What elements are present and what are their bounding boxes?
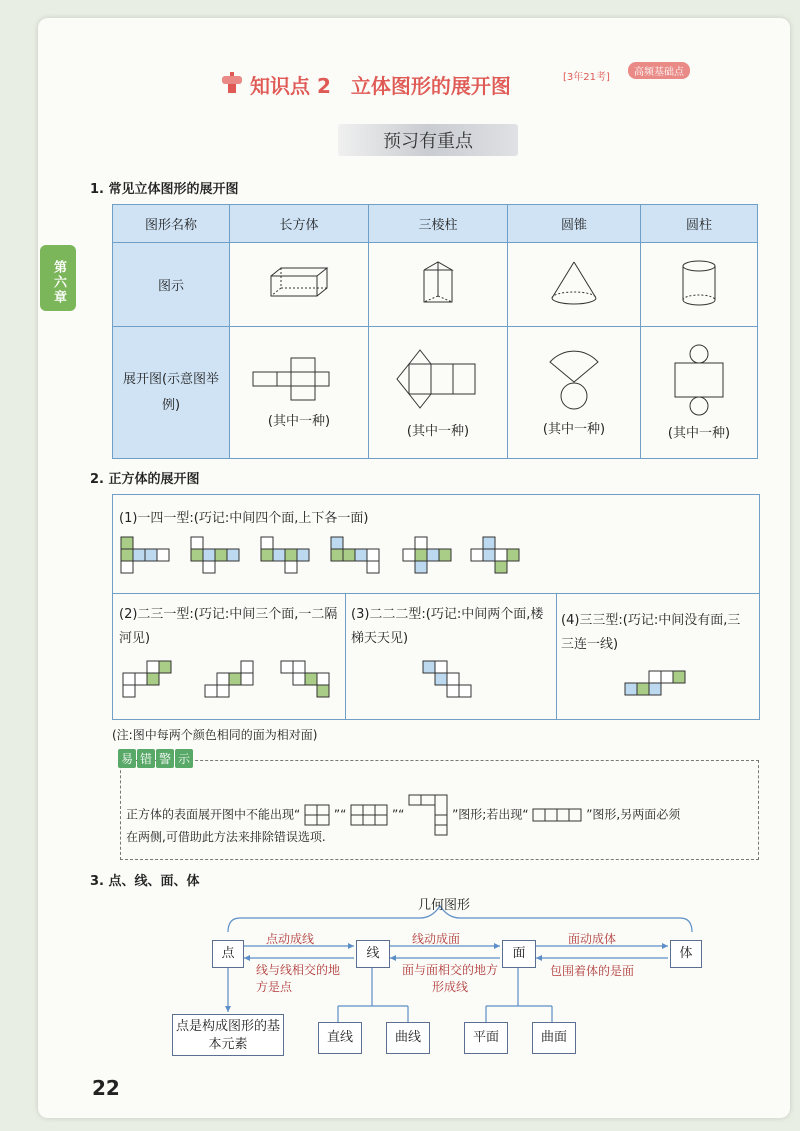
leaf-flat: 平面 [464, 1022, 508, 1054]
section1-heading: 1. 常见立体图形的展开图 [90, 182, 239, 197]
chapter-tab: 第六章 [40, 245, 76, 311]
warning-line-1: 正方体的表面展开图中不能出现“ ”“ ”“ ”图形;若出现“ ”图形,另两面必须 [126, 794, 680, 836]
node-point: 点 [212, 940, 244, 968]
table-header: 三棱柱 [369, 205, 508, 243]
section2-heading: 2. 正方体的展开图 [90, 472, 200, 487]
row-label: 展开图(示意图举例) [113, 327, 230, 459]
relation-label: 面与面相交的地方形成线 [402, 963, 499, 994]
geometry-label: 几何图形 [418, 898, 471, 913]
warning-tag: 易 错 警 示 [118, 749, 194, 768]
net-type-1: (1)一四一型:(巧记:中间四个面,上下各一面) [119, 511, 369, 526]
exam-ref: [3年21考] [563, 72, 610, 83]
leaf-curve: 曲线 [386, 1022, 430, 1054]
table-header: 圆锥 [508, 205, 641, 243]
page-number: 22 [92, 1076, 120, 1100]
net-type-3: (3)二二二型:(巧记:中间两个面,楼梯天天见) [351, 607, 544, 646]
table-header: 图形名称 [113, 205, 230, 243]
net-caption: (其中一种) [542, 422, 606, 437]
arrow-label: 面动成体 [568, 932, 617, 946]
color-note: (注:图中每两个颜色相同的面为相对面) [112, 728, 318, 742]
leaf-point-desc: 点是构成图形的基本元素 [172, 1014, 284, 1056]
relation-label: 线与线相交的地方是点 [256, 963, 341, 994]
page-title: 知识点 2 立体图形的展开图 [250, 74, 511, 98]
frequency-badge: 高频基础点 [628, 62, 690, 79]
net-caption: (其中一种) [267, 414, 331, 429]
row-label: 图示 [113, 243, 230, 327]
node-solid: 体 [670, 940, 702, 968]
arrow-label: 点动成线 [266, 932, 315, 946]
leaf-straight: 直线 [318, 1022, 362, 1054]
net-type-2: (2)二三一型:(巧记:中间三个面,一二隔河见) [119, 607, 338, 646]
net-caption: (其中一种) [406, 424, 470, 439]
arrow-label: 线动成面 [412, 932, 461, 946]
relation-label: 包围着体的是面 [550, 964, 635, 978]
node-line: 线 [356, 940, 390, 968]
node-plane: 面 [502, 940, 536, 968]
table-header: 圆柱 [641, 205, 758, 243]
net-caption: (其中一种) [667, 426, 731, 441]
warning-line-2: 在两侧,可借助此方法来排除错误选项. [126, 830, 326, 844]
preview-banner: 预习有重点 [338, 124, 518, 156]
net-type-4: (4)三三型:(巧记:中间没有面,三三连一线) [561, 613, 741, 652]
section3-heading: 3. 点、线、面、体 [90, 874, 200, 889]
table-header: 长方体 [230, 205, 369, 243]
leaf-curved: 曲面 [532, 1022, 576, 1054]
